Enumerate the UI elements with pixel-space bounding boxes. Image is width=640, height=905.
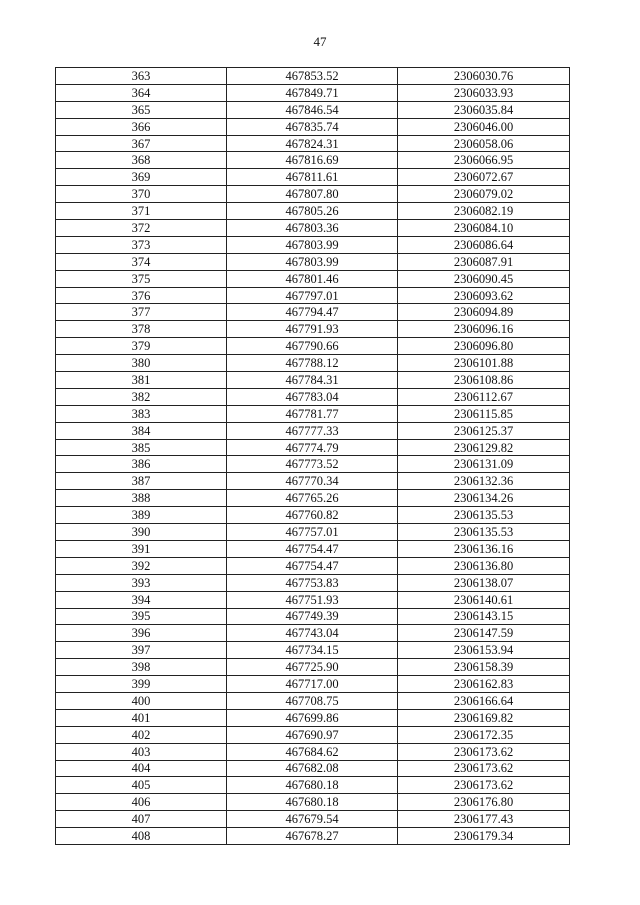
table-row (56, 557, 570, 574)
table-row (56, 625, 570, 642)
y-coordinate-cell: 2306173.62 (398, 743, 570, 760)
y-coordinate-cell: 2306140.61 (398, 591, 570, 608)
y-coordinate-cell: 2306108.86 (398, 372, 570, 389)
point-number-cell: 392 (56, 557, 227, 574)
table-row (56, 304, 570, 321)
table-row (56, 388, 570, 405)
x-coordinate-cell: 467803.99 (227, 236, 398, 253)
y-coordinate-cell: 2306030.76 (398, 68, 570, 85)
x-coordinate-cell: 467773.52 (227, 456, 398, 473)
table-row (56, 743, 570, 760)
point-number-cell: 369 (56, 169, 227, 186)
point-number-cell: 370 (56, 186, 227, 203)
point-number-cell: 391 (56, 540, 227, 557)
x-coordinate-cell: 467678.27 (227, 828, 398, 845)
y-coordinate-cell: 2306090.45 (398, 270, 570, 287)
y-coordinate-cell: 2306162.83 (398, 676, 570, 693)
x-coordinate-cell: 467708.75 (227, 692, 398, 709)
point-number-cell: 363 (56, 68, 227, 85)
y-coordinate-cell: 2306135.53 (398, 524, 570, 541)
point-number-cell: 397 (56, 642, 227, 659)
y-coordinate-cell: 2306033.93 (398, 84, 570, 101)
y-coordinate-cell: 2306079.02 (398, 186, 570, 203)
x-coordinate-cell: 467690.97 (227, 726, 398, 743)
table-row (56, 777, 570, 794)
table-row (56, 422, 570, 439)
x-coordinate-cell: 467749.39 (227, 608, 398, 625)
table-row (56, 524, 570, 541)
point-number-cell: 387 (56, 473, 227, 490)
x-coordinate-cell: 467781.77 (227, 405, 398, 422)
point-number-cell: 381 (56, 372, 227, 389)
x-coordinate-cell: 467797.01 (227, 287, 398, 304)
coordinates-table-container (55, 67, 569, 845)
point-number-cell: 400 (56, 692, 227, 709)
x-coordinate-cell: 467803.99 (227, 253, 398, 270)
y-coordinate-cell: 2306158.39 (398, 659, 570, 676)
point-number-cell: 374 (56, 253, 227, 270)
table-row (56, 439, 570, 456)
table-row (56, 709, 570, 726)
point-number-cell: 377 (56, 304, 227, 321)
point-number-cell: 395 (56, 608, 227, 625)
table-row (56, 405, 570, 422)
point-number-cell: 390 (56, 524, 227, 541)
x-coordinate-cell: 467824.31 (227, 135, 398, 152)
y-coordinate-cell: 2306082.19 (398, 203, 570, 220)
y-coordinate-cell: 2306138.07 (398, 574, 570, 591)
point-number-cell: 373 (56, 236, 227, 253)
y-coordinate-cell: 2306072.67 (398, 169, 570, 186)
y-coordinate-cell: 2306135.53 (398, 507, 570, 524)
table-row (56, 794, 570, 811)
x-coordinate-cell: 467725.90 (227, 659, 398, 676)
point-number-cell: 389 (56, 507, 227, 524)
point-number-cell: 404 (56, 760, 227, 777)
x-coordinate-cell: 467743.04 (227, 625, 398, 642)
y-coordinate-cell: 2306147.59 (398, 625, 570, 642)
y-coordinate-cell: 2306094.89 (398, 304, 570, 321)
table-row (56, 540, 570, 557)
y-coordinate-cell: 2306172.35 (398, 726, 570, 743)
table-row (56, 473, 570, 490)
x-coordinate-cell: 467680.18 (227, 794, 398, 811)
table-row (56, 726, 570, 743)
point-number-cell: 408 (56, 828, 227, 845)
table-row (56, 591, 570, 608)
y-coordinate-cell: 2306087.91 (398, 253, 570, 270)
point-number-cell: 371 (56, 203, 227, 220)
table-row (56, 186, 570, 203)
x-coordinate-cell: 467803.36 (227, 220, 398, 237)
y-coordinate-cell: 2306136.16 (398, 540, 570, 557)
y-coordinate-cell: 2306093.62 (398, 287, 570, 304)
page-number: 47 (313, 34, 327, 49)
y-coordinate-cell: 2306166.64 (398, 692, 570, 709)
table-row (56, 321, 570, 338)
x-coordinate-cell: 467816.69 (227, 152, 398, 169)
point-number-cell: 398 (56, 659, 227, 676)
point-number-cell: 403 (56, 743, 227, 760)
y-coordinate-cell: 2306134.26 (398, 490, 570, 507)
x-coordinate-cell: 467679.54 (227, 811, 398, 828)
table-row (56, 84, 570, 101)
table-row (56, 287, 570, 304)
point-number-cell: 385 (56, 439, 227, 456)
x-coordinate-cell: 467680.18 (227, 777, 398, 794)
x-coordinate-cell: 467734.15 (227, 642, 398, 659)
point-number-cell: 372 (56, 220, 227, 237)
point-number-cell: 375 (56, 270, 227, 287)
table-row (56, 101, 570, 118)
table-row (56, 118, 570, 135)
point-number-cell: 367 (56, 135, 227, 152)
x-coordinate-cell: 467765.26 (227, 490, 398, 507)
y-coordinate-cell: 2306046.00 (398, 118, 570, 135)
y-coordinate-cell: 2306096.16 (398, 321, 570, 338)
table-row (56, 811, 570, 828)
table-row (56, 659, 570, 676)
x-coordinate-cell: 467777.33 (227, 422, 398, 439)
table-row (56, 372, 570, 389)
y-coordinate-cell: 2306136.80 (398, 557, 570, 574)
table-row (56, 270, 570, 287)
x-coordinate-cell: 467684.62 (227, 743, 398, 760)
point-number-cell: 394 (56, 591, 227, 608)
x-coordinate-cell: 467791.93 (227, 321, 398, 338)
table-row (56, 456, 570, 473)
x-coordinate-cell: 467760.82 (227, 507, 398, 524)
table-row (56, 676, 570, 693)
y-coordinate-cell: 2306177.43 (398, 811, 570, 828)
y-coordinate-cell: 2306084.10 (398, 220, 570, 237)
table-row (56, 68, 570, 85)
point-number-cell: 379 (56, 338, 227, 355)
x-coordinate-cell: 467788.12 (227, 355, 398, 372)
table-row (56, 253, 570, 270)
point-number-cell: 405 (56, 777, 227, 794)
point-number-cell: 386 (56, 456, 227, 473)
x-coordinate-cell: 467853.52 (227, 68, 398, 85)
table-row (56, 760, 570, 777)
table-row (56, 355, 570, 372)
point-number-cell: 376 (56, 287, 227, 304)
table-row (56, 642, 570, 659)
point-number-cell: 402 (56, 726, 227, 743)
y-coordinate-cell: 2306112.67 (398, 388, 570, 405)
point-number-cell: 396 (56, 625, 227, 642)
y-coordinate-cell: 2306101.88 (398, 355, 570, 372)
table-row (56, 608, 570, 625)
table-row (56, 220, 570, 237)
y-coordinate-cell: 2306096.80 (398, 338, 570, 355)
point-number-cell: 393 (56, 574, 227, 591)
x-coordinate-cell: 467801.46 (227, 270, 398, 287)
y-coordinate-cell: 2306169.82 (398, 709, 570, 726)
coordinates-table (55, 67, 570, 845)
table-row (56, 490, 570, 507)
point-number-cell: 406 (56, 794, 227, 811)
y-coordinate-cell: 2306125.37 (398, 422, 570, 439)
table-row (56, 135, 570, 152)
point-number-cell: 388 (56, 490, 227, 507)
table-row (56, 507, 570, 524)
table-row (56, 169, 570, 186)
x-coordinate-cell: 467784.31 (227, 372, 398, 389)
y-coordinate-cell: 2306129.82 (398, 439, 570, 456)
point-number-cell: 366 (56, 118, 227, 135)
y-coordinate-cell: 2306058.06 (398, 135, 570, 152)
table-row (56, 692, 570, 709)
point-number-cell: 399 (56, 676, 227, 693)
x-coordinate-cell: 467754.47 (227, 540, 398, 557)
point-number-cell: 382 (56, 388, 227, 405)
y-coordinate-cell: 2306173.62 (398, 777, 570, 794)
point-number-cell: 368 (56, 152, 227, 169)
x-coordinate-cell: 467754.47 (227, 557, 398, 574)
x-coordinate-cell: 467807.80 (227, 186, 398, 203)
y-coordinate-cell: 2306066.95 (398, 152, 570, 169)
y-coordinate-cell: 2306115.85 (398, 405, 570, 422)
y-coordinate-cell: 2306173.62 (398, 760, 570, 777)
x-coordinate-cell: 467783.04 (227, 388, 398, 405)
y-coordinate-cell: 2306086.64 (398, 236, 570, 253)
table-row (56, 236, 570, 253)
point-number-cell: 365 (56, 101, 227, 118)
x-coordinate-cell: 467682.08 (227, 760, 398, 777)
y-coordinate-cell: 2306035.84 (398, 101, 570, 118)
point-number-cell: 364 (56, 84, 227, 101)
x-coordinate-cell: 467811.61 (227, 169, 398, 186)
x-coordinate-cell: 467794.47 (227, 304, 398, 321)
y-coordinate-cell: 2306153.94 (398, 642, 570, 659)
table-row (56, 203, 570, 220)
x-coordinate-cell: 467790.66 (227, 338, 398, 355)
table-row (56, 574, 570, 591)
point-number-cell: 380 (56, 355, 227, 372)
x-coordinate-cell: 467846.54 (227, 101, 398, 118)
x-coordinate-cell: 467757.01 (227, 524, 398, 541)
point-number-cell: 401 (56, 709, 227, 726)
x-coordinate-cell: 467699.86 (227, 709, 398, 726)
table-row (56, 828, 570, 845)
x-coordinate-cell: 467849.71 (227, 84, 398, 101)
x-coordinate-cell: 467751.93 (227, 591, 398, 608)
coordinates-table-body (56, 68, 570, 845)
point-number-cell: 383 (56, 405, 227, 422)
x-coordinate-cell: 467774.79 (227, 439, 398, 456)
point-number-cell: 378 (56, 321, 227, 338)
table-row (56, 338, 570, 355)
y-coordinate-cell: 2306143.15 (398, 608, 570, 625)
x-coordinate-cell: 467717.00 (227, 676, 398, 693)
y-coordinate-cell: 2306132.36 (398, 473, 570, 490)
x-coordinate-cell: 467835.74 (227, 118, 398, 135)
point-number-cell: 384 (56, 422, 227, 439)
y-coordinate-cell: 2306179.34 (398, 828, 570, 845)
x-coordinate-cell: 467753.83 (227, 574, 398, 591)
point-number-cell: 407 (56, 811, 227, 828)
y-coordinate-cell: 2306131.09 (398, 456, 570, 473)
y-coordinate-cell: 2306176.80 (398, 794, 570, 811)
x-coordinate-cell: 467805.26 (227, 203, 398, 220)
x-coordinate-cell: 467770.34 (227, 473, 398, 490)
table-row (56, 152, 570, 169)
